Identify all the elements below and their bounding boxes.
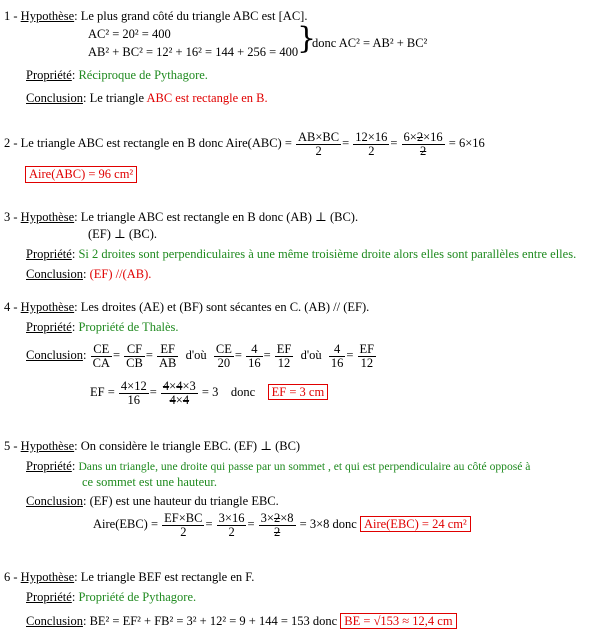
s3-concl-label: Conclusion [26, 267, 83, 281]
den: 2 [228, 524, 235, 539]
s1-eq1: AC² = 20² = 400 [88, 27, 171, 41]
s5-hyp-text: On considère le triangle EBC. (EF) ⊥ (BC) [80, 439, 301, 453]
s2-line: 2 - Le triangle ABC est rectangle en B donc Aire(ABC) = $\frac{AB\times BC}{2}$ = $\frac{12\times 16}{2}$ = $\frac{6\times 2\times 16}{2}$ = 6×16 [4, 129, 485, 158]
s2-frac3 [402, 131, 445, 158]
eq: = 3 [201, 385, 219, 399]
frac [161, 380, 198, 407]
s6-concl-line [26, 614, 457, 629]
s6-prop-line [26, 590, 196, 605]
frac [275, 343, 294, 370]
s4-hyp-text: Les droites (AE) et (BF) sont sécantes en C. (AB) // (EF). [80, 300, 370, 314]
cancel: 4 [162, 378, 170, 393]
den: 12 [360, 355, 374, 370]
s5-prop-text2: ce sommet est une hauteur. [82, 475, 218, 489]
s5-boxed-answer: Aire(EBC) = 24 cm² [360, 516, 471, 532]
s5-aire-line: Aire(EBC) = $\frac{EF\times BC}{2}$ = $\frac{3\times 16}{2}$ = $\frac{3\times 2\times 8}{2}$ = 3×8 donc Aire(EBC) = 24 cm² [93, 509, 471, 539]
s5-hyp-label: Hypothèse [20, 439, 75, 453]
cancel: 4 [169, 392, 176, 407]
num: CE [215, 341, 232, 356]
num [402, 131, 445, 145]
frac [119, 380, 149, 407]
frac [217, 512, 247, 539]
s4-concl-label: Conclusion [26, 348, 83, 362]
s1-hyp-text: Le plus grand côté du triangle ABC est [AC]. [80, 9, 308, 23]
s6-number: 6 - [4, 570, 21, 584]
s6-prop-label: Propriété [26, 590, 72, 604]
frac [259, 512, 296, 539]
frac [124, 343, 145, 370]
num: EF [359, 341, 375, 356]
s3-hyp-label: Hypothèse [20, 210, 75, 224]
frac [246, 343, 263, 370]
s5-number: 5 - [4, 439, 21, 453]
s5-prop-label: Propriété [26, 459, 72, 473]
s1-number: 1 - [4, 9, 21, 23]
s1-eq2: AB² + BC² = 12² + 16² = 144 + 256 = 400 [88, 45, 299, 59]
colon: : [71, 320, 76, 334]
frac [358, 343, 377, 370]
s1-prop-line [26, 68, 208, 83]
den: 2 [273, 524, 281, 539]
s2-frac2 [353, 131, 389, 158]
part: ×3 [182, 378, 196, 393]
den: 20 [217, 355, 231, 370]
s2-frac1 [296, 131, 341, 158]
colon: : [74, 439, 78, 453]
den: CA [92, 355, 110, 370]
frac [214, 343, 234, 370]
s6-hyp-text: Le triangle BEF est rectangle en F. [80, 570, 255, 584]
ef-label: EF = [90, 385, 115, 399]
s1-donc: donc AC² = AB² + BC² [312, 36, 428, 50]
part: ×16 [423, 129, 443, 144]
cancel: 4 [176, 378, 183, 393]
num: AB×BC [298, 129, 340, 144]
s1-concl-b: ABC est rectangle en B. [146, 91, 268, 105]
cancel: 2 [416, 129, 424, 144]
s1-concl-a: Le triangle [89, 91, 147, 105]
cancel: 2 [273, 510, 281, 525]
s5-prop-line [26, 459, 530, 474]
colon: : [82, 267, 87, 281]
colon: : [74, 300, 78, 314]
s1-concl-line [26, 91, 268, 106]
s5-concl-label: Conclusion [26, 494, 83, 508]
s5-concl-text: (EF) est une hauteur du triangle EBC. [89, 494, 279, 508]
den: AB [159, 355, 177, 370]
s2-text: Le triangle ABC est rectangle en B donc Aire(ABC) = [20, 136, 292, 150]
num: 4×12 [120, 378, 147, 393]
colon: : [71, 590, 76, 604]
colon: : [82, 614, 87, 628]
colon: : [74, 570, 78, 584]
num: CF [124, 343, 145, 357]
frac [157, 343, 178, 370]
num: EF×BC [164, 510, 203, 525]
s2-boxed-answer: Aire(ABC) = 96 cm² [25, 166, 137, 183]
den: 12 [277, 355, 291, 370]
s3-prop-label: Propriété [26, 247, 72, 261]
s5-result: = 3×8 donc [299, 517, 357, 531]
s6-concl-text: BE² = EF² + FB² = 3² + 12² = 9 + 144 = 153 donc [89, 614, 338, 628]
dou: d'où [300, 348, 322, 362]
part: ×8 [280, 510, 294, 525]
s5-concl-line [26, 494, 279, 509]
s3-hyp-line [4, 210, 358, 225]
s1-hyp-line [4, 9, 307, 24]
num: EF [276, 341, 292, 356]
s3-hyp-line2: (EF) ⊥ (BC). [88, 227, 158, 241]
den: CB [126, 355, 143, 370]
s4-hyp-label: Hypothèse [20, 300, 75, 314]
den: 16 [248, 355, 261, 370]
s4-prop-text: Propriété de Thalès. [78, 320, 179, 334]
den: 16 [127, 392, 141, 407]
s6-hyp-label: Hypothèse [20, 570, 75, 584]
s1-hyp-label: Hypothèse [20, 9, 75, 23]
part: 3× [260, 510, 274, 525]
s4-hyp-line [4, 300, 369, 315]
colon: : [71, 68, 76, 82]
num: 4 [246, 343, 263, 357]
part: × [169, 378, 177, 393]
cancel: 4 [182, 392, 190, 407]
part: 6× [403, 129, 417, 144]
num: 3×16 [218, 510, 245, 525]
s6-hyp-line [4, 570, 254, 585]
part: × [175, 392, 183, 407]
s3-concl-line [26, 267, 151, 282]
s4-concl-line: Conclusion: $\frac{CE}{CA}$ = $\frac{CF}{CB}$ = $\frac{EF}{AB}$ d'où $\frac{CE}{20}$ = $\frac{4}{16}$ = $\frac{EF}{12}$ d'où $\frac{4}{16}$ = $\frac{EF}{12}$ [26, 341, 375, 370]
s6-concl-label: Conclusion [26, 614, 83, 628]
s4-prop-label: Propriété [26, 320, 72, 334]
s6-boxed-answer: BE = √153 ≈ 12,4 cm [340, 613, 456, 629]
colon: : [82, 348, 87, 362]
brace-symbol: } [297, 21, 317, 56]
s1-prop-text: Réciproque de Pythagore. [78, 68, 208, 82]
den: 16 [330, 355, 344, 370]
colon: : [71, 459, 76, 473]
s4-ef-line: EF = $\frac{4\times 12}{16}$ = $\frac{4\times 4\times 3}{4\times 4}$ = 3 donc EF = 3 cm [90, 377, 328, 407]
s4-boxed-answer: EF = 3 cm [268, 384, 329, 400]
den [161, 394, 198, 407]
s5-prop-text1: Dans un triangle, une droite qui passe par un sommet , et qui est perpendiculaire au côté opposé à [78, 460, 531, 473]
colon: : [74, 210, 78, 224]
s2-result: = 6×16 [448, 136, 485, 150]
colon: : [82, 91, 87, 105]
num [259, 512, 296, 526]
colon: : [74, 9, 78, 23]
s4-number: 4 - [4, 300, 21, 314]
s2-number: 2 - [4, 136, 21, 150]
s3-prop-text: Si 2 droites sont perpendiculaires à une même troisième droite alors elles sont parallèles entre elles. [78, 247, 577, 261]
frac [329, 343, 346, 370]
dou: d'où [185, 348, 207, 362]
den: 2 [419, 143, 427, 158]
aire-label: Aire(EBC) = [93, 517, 159, 531]
den: 2 [180, 524, 187, 539]
frac [91, 343, 112, 370]
den: 2 [368, 143, 375, 158]
s3-hyp-text: Le triangle ABC est rectangle en B donc (AB) ⊥ (BC). [80, 210, 359, 224]
num: CE [91, 343, 112, 357]
colon: : [82, 494, 87, 508]
s1-concl-label: Conclusion [26, 91, 83, 105]
s6-prop-text: Propriété de Pythagore. [78, 590, 197, 604]
s5-hyp-line [4, 439, 300, 454]
num [161, 380, 198, 394]
num: 4 [329, 343, 346, 357]
s1-prop-label: Propriété [26, 68, 72, 82]
num: EF [157, 343, 178, 357]
s3-number: 3 - [4, 210, 21, 224]
s3-prop-line [26, 247, 576, 262]
s3-concl-text: (EF) //(AB). [89, 267, 152, 281]
colon: : [71, 247, 76, 261]
num: 12×16 [355, 129, 388, 144]
frac [162, 512, 204, 539]
den: 2 [315, 143, 322, 158]
donc: donc [230, 385, 256, 399]
s4-prop-line [26, 320, 179, 335]
